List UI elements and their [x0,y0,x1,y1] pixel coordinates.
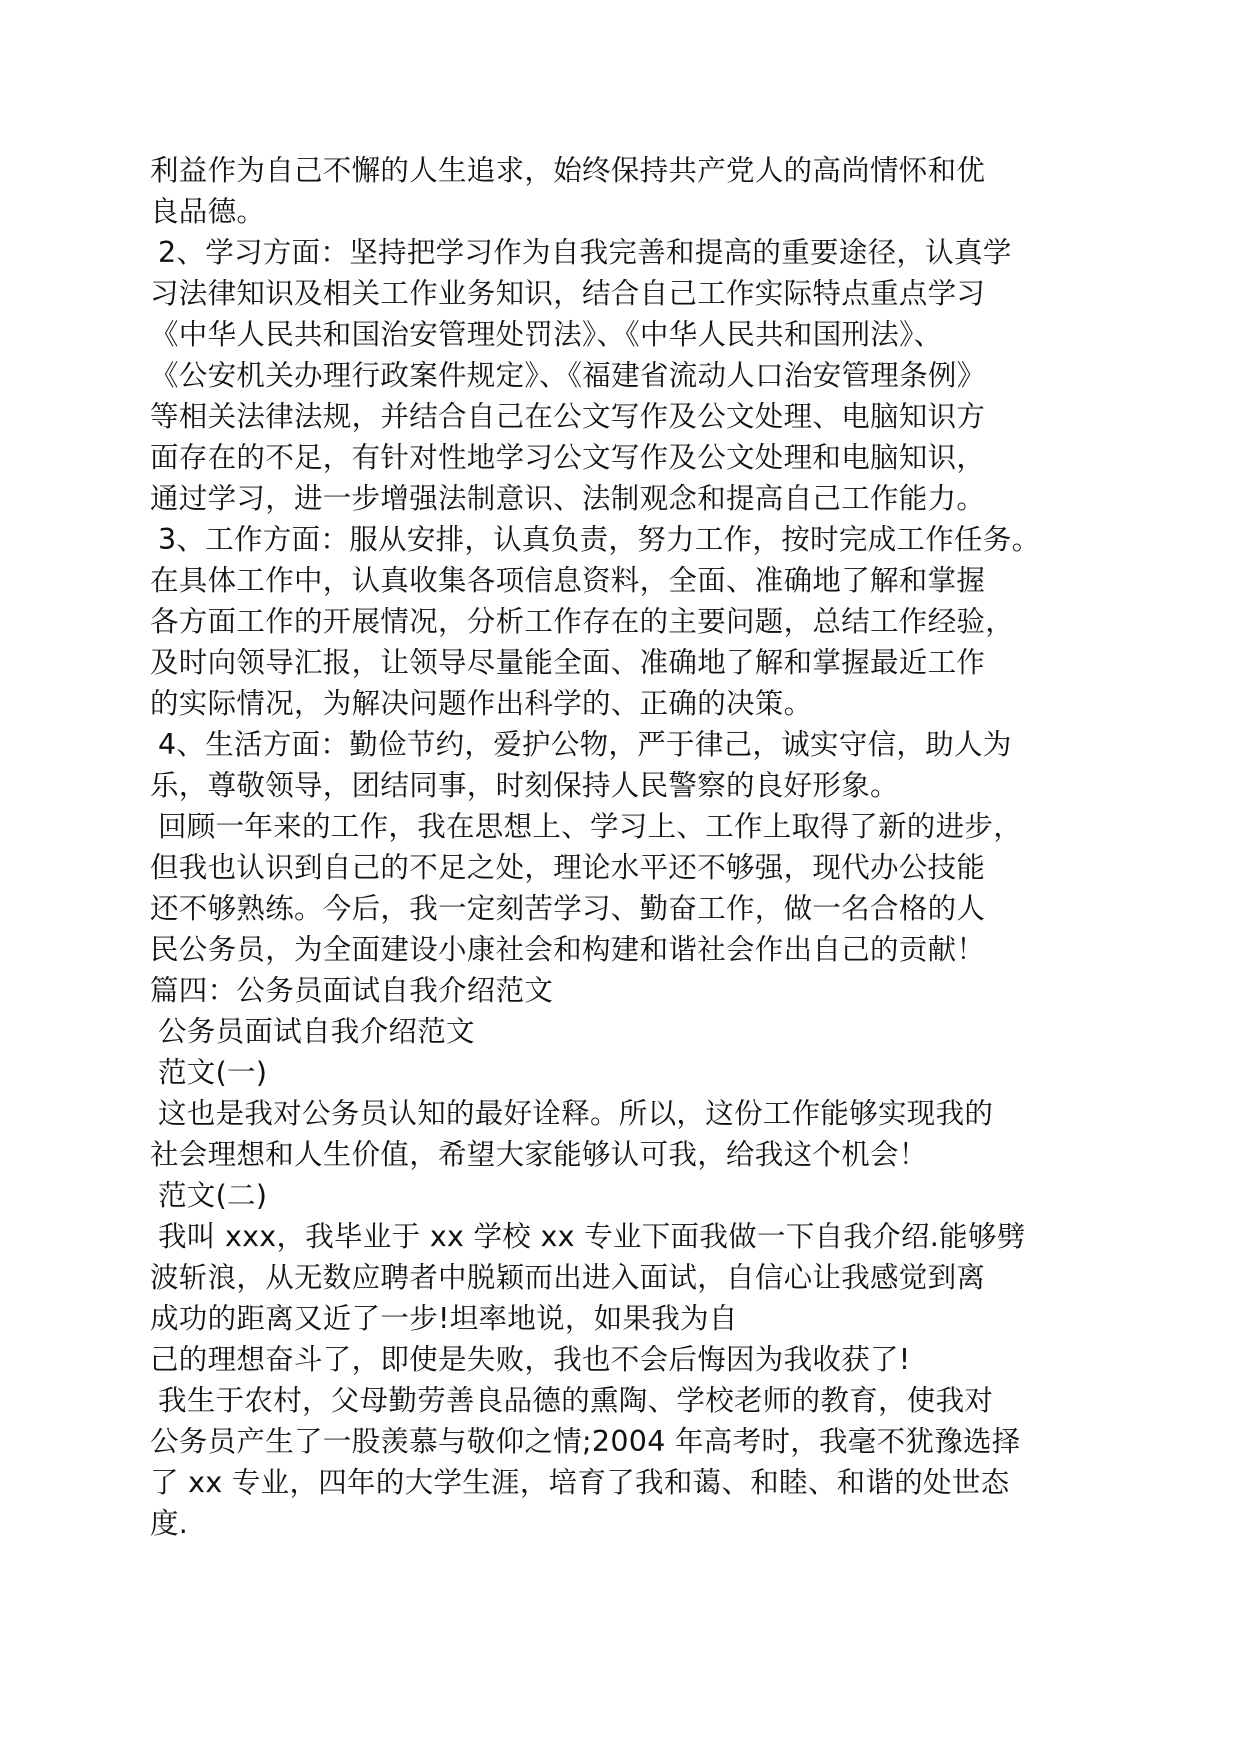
text-line: 利益作为自己不懈的人生追求，始终保持共产党人的高尚情怀和优 [150,154,986,187]
sample-heading-2: 范文(二) [158,1179,268,1212]
document-body [150,150,1110,1544]
text-line: 等相关法律法规，并结合自己在公文写作及公文处理、电脑知识方 [150,400,986,433]
section-heading-work: 3、工作方面：服从安排，认真负责，努力工作，按时完成工作任务。 [158,523,1041,556]
text-line: 度. [150,1507,189,1540]
text-line: 习法律知识及相关工作业务知识，结合自己工作实际特点重点学习 [150,277,986,310]
text-line: 我生于农村，父母勤劳善良品德的熏陶、学校老师的教育，使我对 [158,1384,994,1417]
text-line: 公务员产生了一股羡慕与敬仰之情;2004 年高考时，我毫不犹豫选择 [150,1425,1021,1458]
text-line: 波斩浪，从无数应聘者中脱颖而出进入面试，自信心让我感觉到离 [150,1261,986,1294]
text-line: 通过学习，进一步增强法制意识、法制观念和提高自己工作能力。 [150,482,986,515]
text-line: 的实际情况，为解决问题作出科学的、正确的决策。 [150,687,813,720]
text-line: 在具体工作中，认真收集各项信息资料，全面、准确地了解和掌握 [150,564,986,597]
text-line: 但我也认识到自己的不足之处，理论水平还不够强，现代办公技能 [150,851,986,884]
text-line: 良品德。 [150,195,266,228]
text-line: 还不够熟练。今后，我一定刻苦学习、勤奋工作，做一名合格的人 [150,892,986,925]
text-line: 《公安机关办理行政案件规定》、《福建省流动人口治安管理条例》 [150,359,986,392]
text-line: 《中华人民共和国治安管理处罚法》、《中华人民共和国刑法》、 [150,318,943,351]
section-heading-study: 2、学习方面：坚持把学习作为自我完善和提高的重要途径，认真学 [158,236,1012,269]
text-line: 己的理想奋斗了，即使是失败，我也不会后悔因为我收获了! [150,1343,911,1376]
text-line: 了 xx 专业，四年的大学生涯，培育了我和蔼、和睦、和谐的处世态 [150,1466,1010,1499]
text-line: 乐，尊敬领导，团结同事，时刻保持人民警察的良好形象。 [150,769,899,802]
text-line: 成功的距离又近了一步!坦率地说，如果我为自 [150,1302,738,1335]
text-line: 各方面工作的开展情况，分析工作存在的主要问题，总结工作经验， [150,605,1015,638]
text-line: 面存在的不足，有针对性地学习公文写作及公文处理和电脑知识， [150,441,986,474]
text-line: 我叫 xxx，我毕业于 xx 学校 xx 专业下面我做一下自我介绍.能够劈 [158,1220,1026,1253]
article-title: 公务员面试自我介绍范文 [158,1015,475,1048]
section-heading-life: 4、生活方面：勤俭节约，爱护公物，严于律己，诚实守信，助人为 [158,728,1012,761]
text-line: 及时向领导汇报，让领导尽量能全面、准确地了解和掌握最近工作 [150,646,986,679]
text-line: 社会理想和人生价值，希望大家能够认可我，给我这个机会！ [150,1138,928,1171]
chapter-title: 篇四：公务员面试自我介绍范文 [150,974,554,1007]
sample-heading-1: 范文(一) [158,1056,268,1089]
text-line: 回顾一年来的工作，我在思想上、学习上、工作上取得了新的进步， [158,810,1023,843]
text-line: 民公务员，为全面建设小康社会和构建和谐社会作出自己的贡献！ [150,933,986,966]
text-line: 这也是我对公务员认知的最好诠释。所以，这份工作能够实现我的 [158,1097,994,1130]
